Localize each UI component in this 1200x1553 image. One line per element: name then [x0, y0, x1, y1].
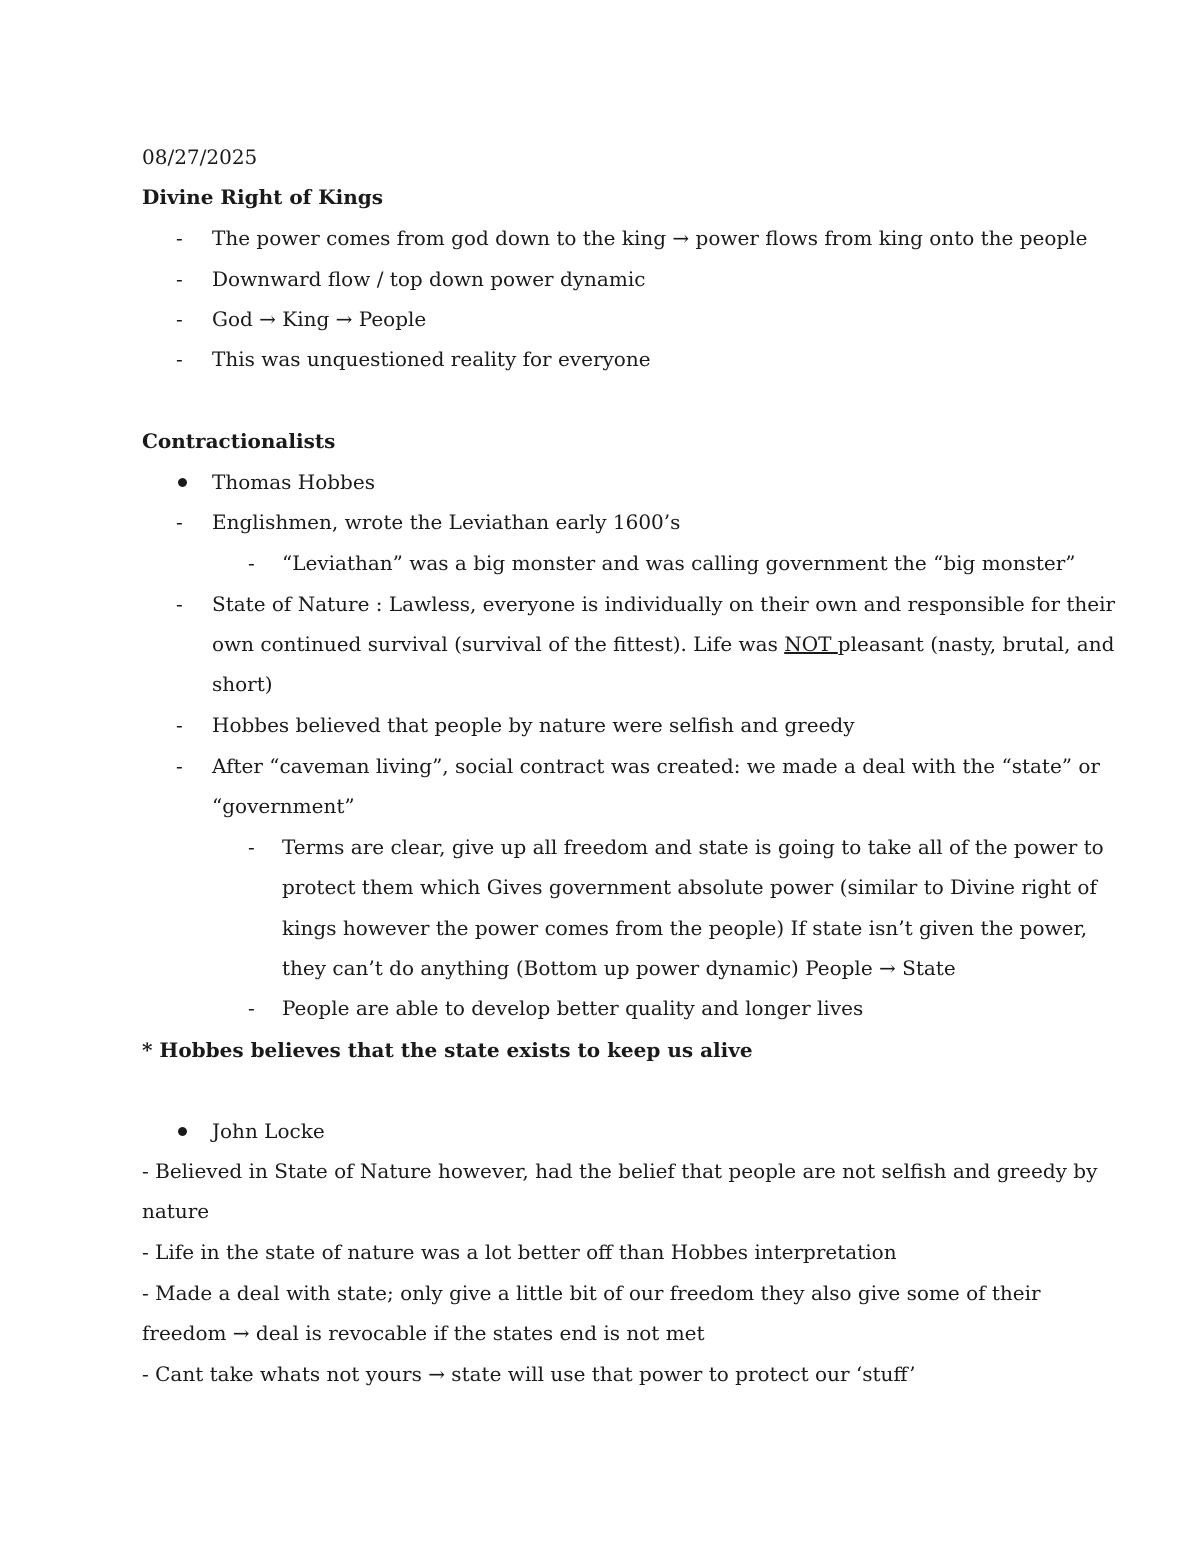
- list-item-continuation: kings however the power comes from the people) If state isn’t given the power,: [282, 916, 1088, 940]
- dash-bullet: -: [176, 267, 183, 291]
- list-item: Hobbes believed that people by nature were selfish and greedy: [212, 713, 855, 737]
- dash-bullet: -: [176, 592, 183, 616]
- text-segment: own continued survival (survival of the fittest). Life was: [212, 632, 785, 656]
- locke-line: - Cant take whats not yours → state will use that power to protect our ‘stuff’: [142, 1362, 916, 1386]
- bullet-dot-icon: [178, 478, 187, 487]
- text-segment: pleasant (nasty, brutal, and: [837, 632, 1115, 656]
- list-item-continuation: short): [212, 672, 273, 696]
- hobbes-summary: * Hobbes believes that the state exists to keep us alive: [142, 1038, 753, 1062]
- dash-bullet: -: [176, 347, 183, 371]
- dash-bullet: -: [176, 713, 183, 737]
- locke-line: - Believed in State of Nature however, had the belief that people are not selfish and greedy by: [142, 1159, 1098, 1183]
- list-item: Englishmen, wrote the Leviathan early 1600’s: [212, 510, 681, 534]
- heading-contractionalists: Contractionalists: [142, 429, 336, 453]
- list-item: God → King → People: [212, 307, 427, 331]
- locke-name: John Locke: [212, 1119, 325, 1143]
- dash-bullet: -: [248, 835, 255, 859]
- list-item: Downward flow / top down power dynamic: [212, 267, 646, 291]
- bullet-dot-icon: [178, 1127, 187, 1136]
- list-item-continuation: they can’t do anything (Bottom up power dynamic) People → State: [282, 956, 956, 980]
- list-item: This was unquestioned reality for everyone: [212, 347, 651, 371]
- list-item: “Leviathan” was a big monster and was calling government the “big monster”: [282, 551, 1076, 575]
- list-item-continuation: “government”: [212, 794, 355, 818]
- underlined-text: NOT: [784, 632, 838, 656]
- date: 08/27/2025: [142, 145, 258, 169]
- locke-line: - Made a deal with state; only give a little bit of our freedom they also give some of their: [142, 1281, 1041, 1305]
- dash-bullet: -: [176, 226, 183, 250]
- list-item: Terms are clear, give up all freedom and state is going to take all of the power to: [282, 835, 1104, 859]
- locke-line: nature: [142, 1199, 210, 1223]
- list-item: People are able to develop better quality and longer lives: [282, 996, 864, 1020]
- dash-bullet: -: [248, 551, 255, 575]
- list-item: State of Nature : Lawless, everyone is individually on their own and responsible for their: [212, 592, 1116, 616]
- list-item: The power comes from god down to the king → power flows from king onto the people: [212, 226, 1088, 250]
- locke-line: freedom → deal is revocable if the states end is not met: [142, 1321, 705, 1345]
- dash-bullet: -: [176, 510, 183, 534]
- dash-bullet: -: [176, 754, 183, 778]
- hobbes-name: Thomas Hobbes: [212, 470, 375, 494]
- list-item-continuation: [212, 632, 1114, 656]
- list-item: After “caveman living”, social contract was created: we made a deal with the “state” or: [212, 754, 1100, 778]
- list-item-continuation: protect them which Gives government absolute power (similar to Divine right of: [282, 875, 1097, 899]
- dash-bullet: -: [248, 996, 255, 1020]
- locke-line: - Life in the state of nature was a lot better off than Hobbes interpretation: [142, 1240, 897, 1264]
- heading-divine-right: Divine Right of Kings: [142, 185, 384, 209]
- dash-bullet: -: [176, 307, 183, 331]
